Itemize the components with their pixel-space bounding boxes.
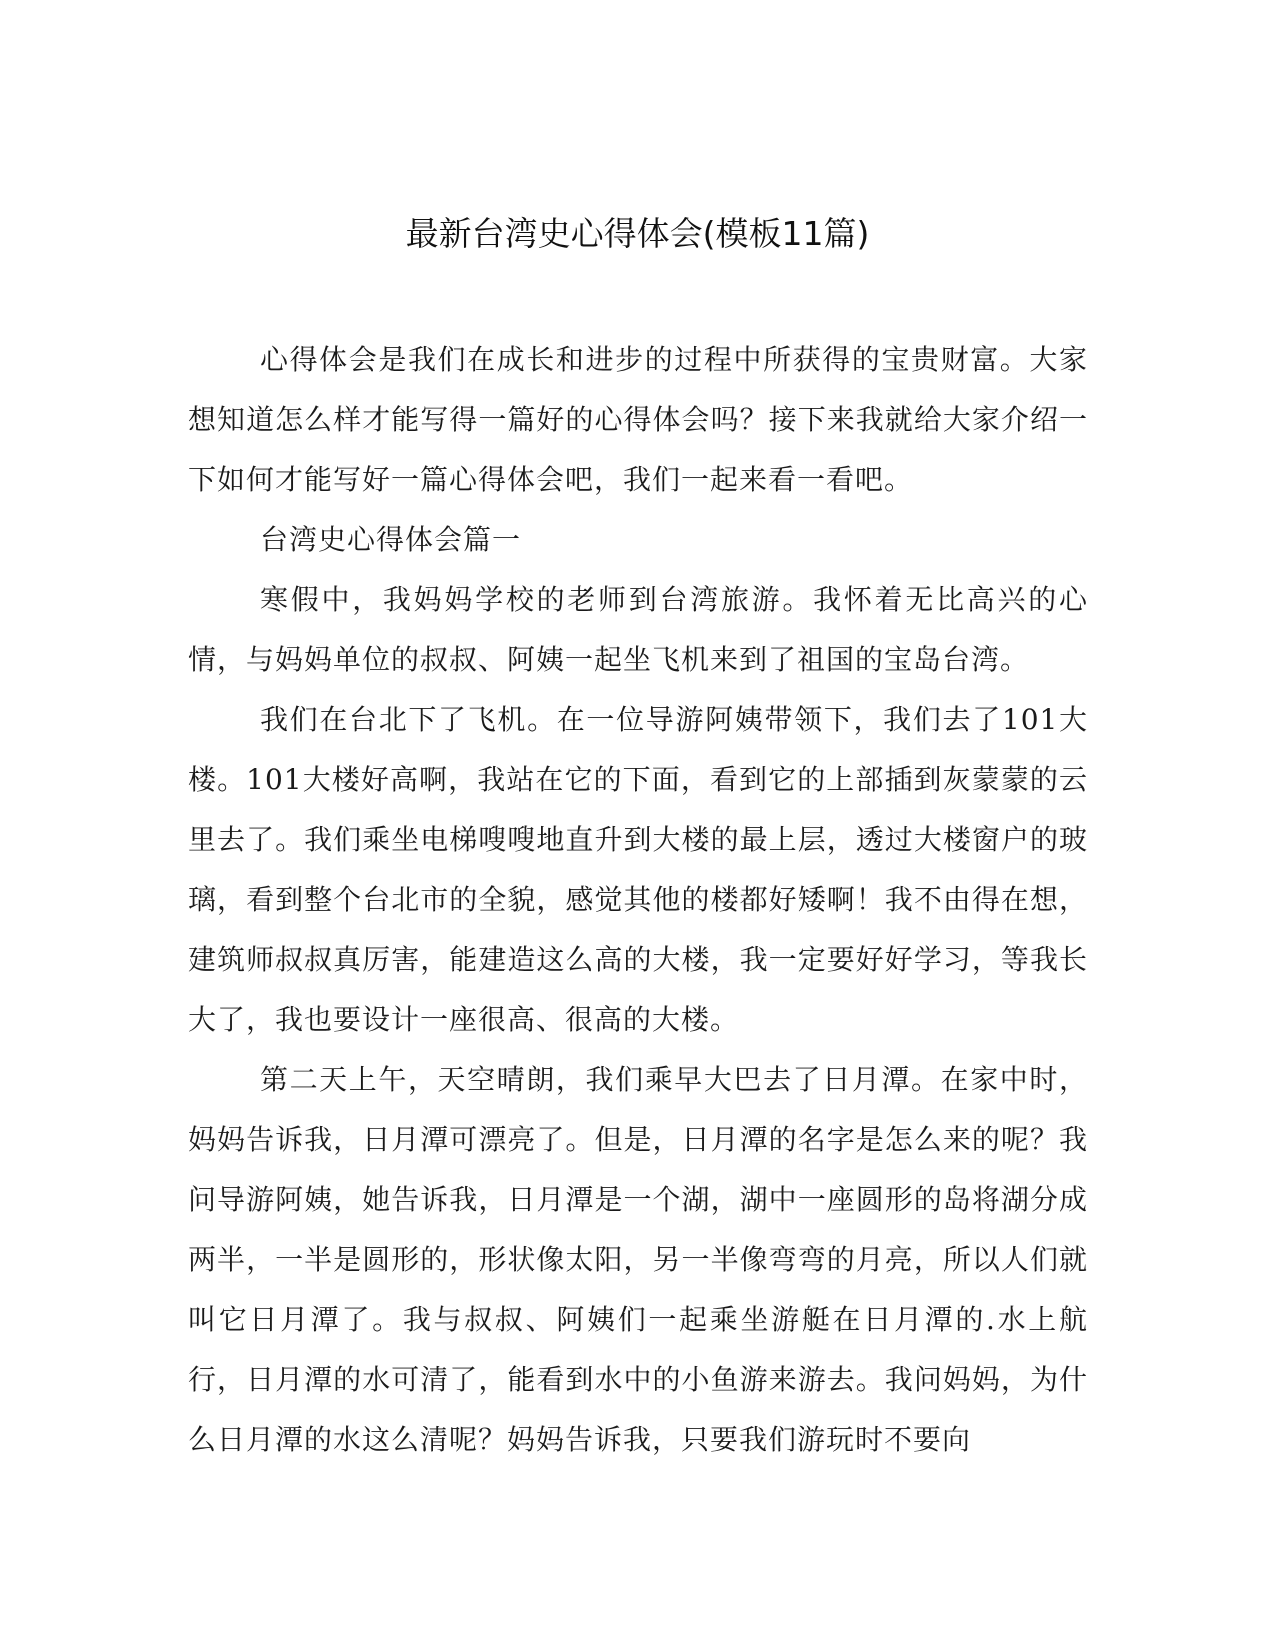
body-paragraph: 寒假中，我妈妈学校的老师到台湾旅游。我怀着无比高兴的心情，与妈妈单位的叔叔、阿姨一起坐飞机来到了祖国的宝岛台湾。 <box>188 583 1088 676</box>
intro-paragraph: 心得体会是我们在成长和进步的过程中所获得的宝贵财富。大家想知道怎么样才能写得一篇好的心得体会吗？接下来我就给大家介绍一下如何才能写好一篇心得体会吧，我们一起来看一看吧。 <box>188 343 1088 496</box>
section-heading: 台湾史心得体会篇一 <box>260 523 522 556</box>
body-paragraph: 我们在台北下了飞机。在一位导游阿姨带领下，我们去了101大楼。101大楼好高啊，我站在它的下面，看到它的上部插到灰蒙蒙的云里去了。我们乘坐电梯嗖嗖地直升到大楼的最上层，透过大楼窗户的玻璃，看到整个台北市的全貌，感觉其他的楼都好矮啊！我不由得在想，建筑师叔叔真厉害，能建造这么高的大楼，我一定要好好学习，等我长大了，我也要设计一座很高、很高的大楼。 <box>188 703 1088 1036</box>
document-body <box>188 330 1088 1470</box>
body-paragraph: 第二天上午，天空晴朗，我们乘早大巴去了日月潭。在家中时，妈妈告诉我，日月潭可漂亮了。但是，日月潭的名字是怎么来的呢？我问导游阿姨，她告诉我，日月潭是一个湖，湖中一座圆形的岛将湖分成两半，一半是圆形的，形状像太阳，另一半像弯弯的月亮，所以人们就叫它日月潭了。我与叔叔、阿姨们一起乘坐游艇在日月潭的.水上航行，日月潭的水可清了，能看到水中的小鱼游来游去。我问妈妈，为什么日月潭的水这么清呢？妈妈告诉我，只要我们游玩时不要向 <box>188 1063 1088 1456</box>
document-title: 最新台湾史心得体会(模板11篇) <box>405 214 870 253</box>
